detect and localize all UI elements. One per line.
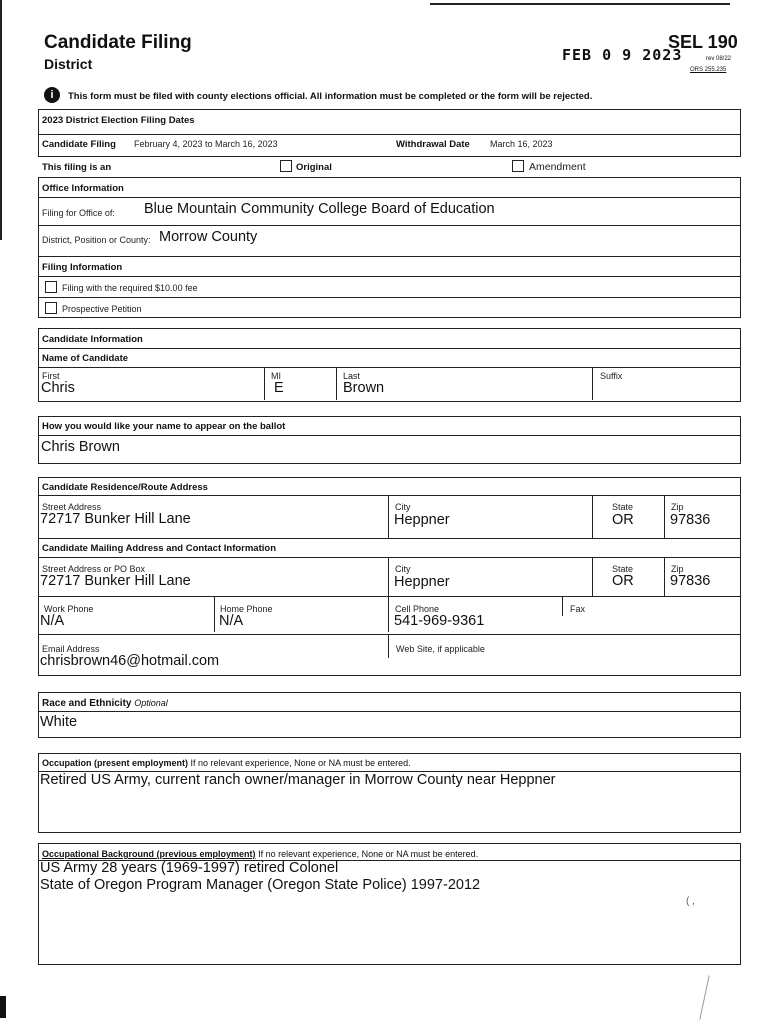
original-label: Original <box>296 162 332 173</box>
divider <box>38 596 740 597</box>
background-label <box>42 849 478 859</box>
background-label-text: Occupational Background (previous employment) <box>42 849 256 859</box>
occupation-label <box>42 758 411 768</box>
divider <box>388 557 389 596</box>
district-value[interactable]: Morrow County <box>159 229 258 245</box>
divider <box>38 367 740 368</box>
withdrawal-label: Withdrawal Date <box>396 139 470 150</box>
divider <box>664 557 665 596</box>
mailing-city-label: City <box>395 564 411 574</box>
residence-zip-value[interactable]: 97836 <box>670 512 711 528</box>
divider <box>592 557 593 596</box>
race-label-text: Race and Ethnicity <box>42 698 132 709</box>
mailing-heading: Candidate Mailing Address and Contact Information <box>42 543 276 554</box>
original-checkbox[interactable] <box>280 160 292 172</box>
residence-street-label: Street Address <box>42 502 102 512</box>
divider <box>38 634 740 635</box>
divider <box>214 596 215 632</box>
form-title: Candidate Filing <box>44 32 192 53</box>
suffix-label: Suffix <box>600 371 623 381</box>
candidate-filing-dates: February 4, 2023 to March 16, 2023 <box>134 139 278 149</box>
filing-type-label: This filing is an <box>42 162 112 173</box>
occupation-label-text: Occupation (present employment) <box>42 758 189 768</box>
mi-label: MI <box>271 371 281 381</box>
form-subtitle: District <box>44 56 93 72</box>
form-revision: rev 08/22 <box>706 56 732 62</box>
mailing-zip-value[interactable]: 97836 <box>670 573 711 589</box>
divider <box>388 596 389 632</box>
ballot-name-label: How you would like your name to appear on the ballot <box>42 421 286 432</box>
background-note: If no relevant experience, None or NA must be entered. <box>258 849 479 859</box>
cell-phone-value[interactable]: 541-969-9361 <box>394 613 485 629</box>
binder-mark <box>0 996 6 1018</box>
race-value[interactable]: White <box>40 714 78 730</box>
website-label: Web Site, if applicable <box>396 644 485 654</box>
divider <box>664 495 665 538</box>
candidate-filing-label: Candidate Filing <box>42 139 116 150</box>
email-label: Email Address <box>42 644 100 654</box>
race-label <box>42 698 168 709</box>
divider <box>38 197 740 198</box>
office-value[interactable]: Blue Mountain Community College Board of Education <box>144 201 495 217</box>
name-heading: Name of Candidate <box>42 353 129 364</box>
race-optional: Optional <box>134 698 168 708</box>
form-statute: ORS 255.235 <box>690 67 727 73</box>
work-phone-value[interactable]: N/A <box>40 613 65 629</box>
amendment-checkbox[interactable] <box>512 160 524 172</box>
first-name-value[interactable]: Chris <box>41 380 75 396</box>
withdrawal-date: March 16, 2023 <box>490 139 553 149</box>
petition-label: Prospective Petition <box>62 304 142 314</box>
mailing-zip-label: Zip <box>671 564 684 574</box>
divider <box>38 495 740 496</box>
residence-state-label: State <box>612 502 634 512</box>
divider <box>38 557 740 558</box>
mailing-state-label: State <box>612 564 634 574</box>
last-name-value[interactable]: Brown <box>343 380 385 396</box>
home-phone-label: Home Phone <box>220 604 273 614</box>
first-name-label: First <box>42 371 60 381</box>
office-label: Filing for Office of: <box>42 208 115 218</box>
dates-heading: 2023 District Election Filing Dates <box>42 115 195 126</box>
left-edge-mark <box>0 0 2 240</box>
amendment-label: Amendment <box>529 161 586 173</box>
candidate-box <box>38 328 741 402</box>
background-line-2[interactable]: State of Oregon Program Manager (Oregon State Police) 1997-2012 <box>40 877 481 893</box>
divider <box>38 435 740 436</box>
mi-value[interactable]: E <box>274 380 284 396</box>
fee-checkbox[interactable] <box>45 281 57 293</box>
last-name-label: Last <box>343 371 361 381</box>
occupation-note: If no relevant experience, None or NA must be entered. <box>190 758 411 768</box>
email-value[interactable]: chrisbrown46@hotmail.com <box>40 653 220 669</box>
mailing-street-label: Street Address or PO Box <box>42 564 146 574</box>
divider <box>336 367 337 400</box>
divider <box>38 297 740 298</box>
mailing-street-value[interactable]: 72717 Bunker Hill Lane <box>40 573 191 589</box>
divider <box>562 596 563 616</box>
divider <box>388 495 389 538</box>
residence-state-value[interactable]: OR <box>612 512 634 528</box>
divider <box>264 367 265 400</box>
divider <box>38 711 740 712</box>
divider <box>38 348 740 349</box>
divider <box>592 495 593 538</box>
divider <box>592 367 593 400</box>
mailing-state-value[interactable]: OR <box>612 573 634 589</box>
district-label: District, Position or County: <box>42 235 151 245</box>
residence-zip-label: Zip <box>671 502 684 512</box>
office-heading: Office Information <box>42 183 124 194</box>
residence-heading: Candidate Residence/Route Address <box>42 482 208 493</box>
home-phone-value[interactable]: N/A <box>219 613 244 629</box>
candidate-heading: Candidate Information <box>42 334 143 345</box>
cell-phone-label: Cell Phone <box>395 604 440 614</box>
filing-notice: This form must be filed with county elections official. All information must be completed or the form will be rejected. <box>68 91 593 102</box>
residence-street-value[interactable]: 72717 Bunker Hill Lane <box>40 511 191 527</box>
divider <box>388 634 389 658</box>
received-date-stamp: FEB 0 9 2023 <box>562 46 683 64</box>
ballot-name-value[interactable]: Chris Brown <box>41 439 120 455</box>
occupation-value[interactable]: Retired US Army, current ranch owner/manager in Morrow County near Heppner <box>40 772 556 788</box>
residence-city-label: City <box>395 502 411 512</box>
divider <box>38 134 740 135</box>
petition-checkbox[interactable] <box>45 302 57 314</box>
mailing-city-value[interactable]: Heppner <box>394 574 450 590</box>
divider <box>38 276 740 277</box>
stray-line <box>699 975 709 1019</box>
stray-mark: ( , <box>686 896 695 907</box>
work-phone-label: Work Phone <box>44 604 94 614</box>
divider <box>38 225 740 226</box>
office-box <box>38 177 741 257</box>
fee-label: Filing with the required $10.00 fee <box>62 283 198 293</box>
info-icon: i <box>44 87 60 103</box>
form-number: SEL 190 <box>668 32 738 52</box>
residence-city-value[interactable]: Heppner <box>394 512 450 528</box>
fax-label: Fax <box>570 604 586 614</box>
background-line-1[interactable]: US Army 28 years (1969-1997) retired Colonel <box>40 860 339 876</box>
top-rule <box>430 3 730 5</box>
filing-info-heading: Filing Information <box>42 262 123 273</box>
divider <box>38 538 740 539</box>
